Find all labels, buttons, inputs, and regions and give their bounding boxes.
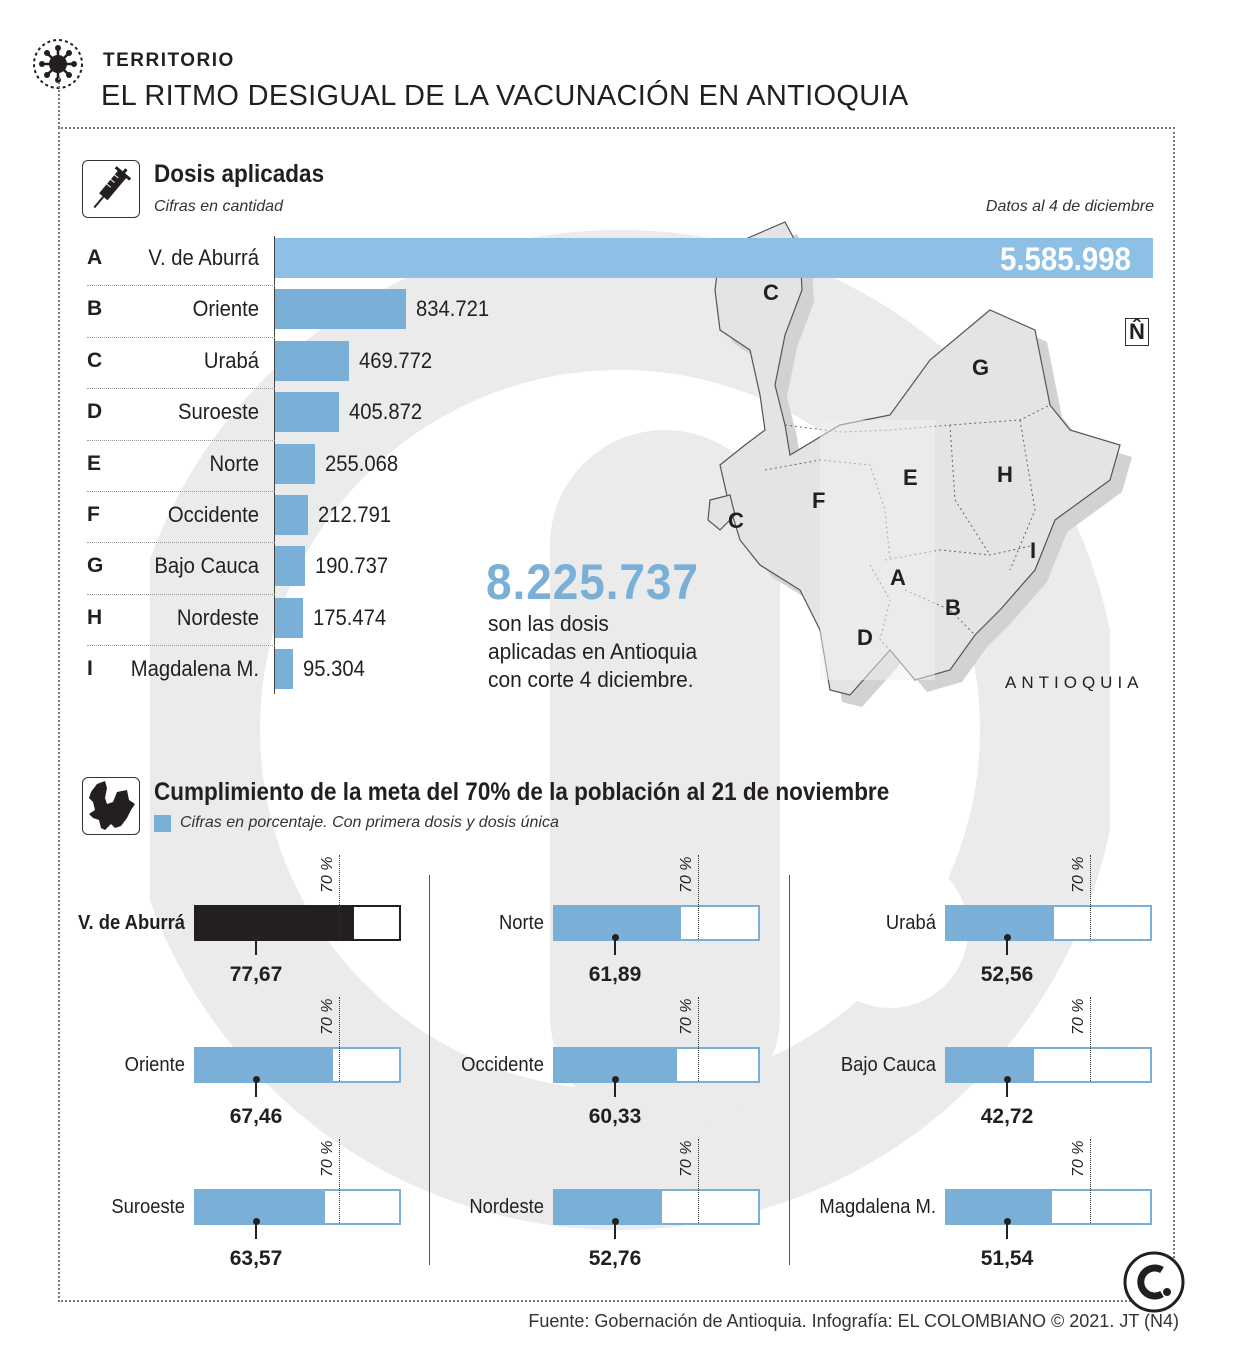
meta-progress-fill (947, 1191, 1052, 1223)
meta-progress-fill (947, 1049, 1034, 1081)
meta-progress-bar (553, 1189, 760, 1225)
region-name: Oriente (192, 296, 259, 322)
region-letter: G (87, 554, 104, 578)
meta-value: 52,76 (588, 1247, 642, 1270)
region-letter: E (87, 451, 102, 475)
meta-value: 63,57 (229, 1247, 283, 1270)
source-credit: Fuente: Gobernación de Antioquia. Infografía: EL COLOMBIANO © 2021. JT (N4) (528, 1311, 1179, 1331)
region-name: Occidente (167, 502, 259, 527)
meta-progress-fill (555, 1191, 662, 1223)
antioquia-map (690, 210, 1160, 720)
row-separator (87, 491, 275, 492)
row-separator (87, 388, 275, 389)
threshold-line (1090, 997, 1091, 1081)
threshold-line (698, 855, 699, 939)
map-highlight-band (820, 420, 935, 680)
region-name: Suroeste (177, 399, 259, 425)
dose-bar (275, 649, 293, 689)
meta-region-label: Suroeste (111, 1196, 185, 1218)
column-divider-2 (789, 875, 790, 1265)
region-letter: H (87, 605, 103, 629)
total-text-line-2: aplicadas en Antioquia (488, 639, 698, 664)
threshold-label: 70 % (677, 1140, 695, 1177)
threshold-label: 70 % (318, 856, 336, 893)
meta-progress-fill (947, 907, 1054, 939)
threshold-line (339, 997, 340, 1081)
dose-value: 190.737 (314, 553, 389, 579)
meta-title: Cumplimiento de la meta del 70% de la población al 21 de noviembre (154, 778, 890, 806)
meta-region-label: Occidente (461, 1054, 544, 1076)
meta-subtitle: Cifras en porcentaje. Con primera dosis y dosis única (180, 814, 559, 831)
dose-value: 212.791 (318, 502, 392, 527)
value-pin (1006, 1223, 1008, 1239)
map-label-e: E (903, 465, 918, 490)
meta-value: 51,54 (980, 1247, 1034, 1270)
meta-progress-bar (945, 1189, 1152, 1225)
dosis-subtitle: Cifras en cantidad (154, 198, 283, 215)
row-separator (87, 337, 275, 338)
threshold-label: 70 % (1069, 1140, 1087, 1177)
meta-progress-bar (194, 905, 401, 941)
value-pin (614, 1223, 616, 1239)
map-label-d: D (857, 625, 873, 650)
region-name: V. de Aburrá (148, 245, 259, 270)
total-text-line-1: son las dosis (488, 611, 609, 636)
meta-value: 52,56 (980, 963, 1034, 986)
region-letter: D (87, 400, 103, 424)
threshold-label: 70 % (1069, 998, 1087, 1035)
meta-region-label: Magdalena M. (819, 1196, 936, 1218)
map-label-i: I (1030, 538, 1037, 563)
dose-value: 405.872 (348, 399, 422, 425)
map-label-a: A (890, 565, 906, 590)
meta-progress-bar (553, 905, 760, 941)
value-pin (614, 1081, 616, 1097)
dosis-title: Dosis aplicadas (154, 160, 325, 188)
total-doses-text (488, 610, 697, 694)
threshold-line (698, 997, 699, 1081)
region-name: Norte (209, 450, 259, 476)
dose-bar (275, 598, 303, 638)
row-separator (87, 542, 275, 543)
threshold-line (1090, 855, 1091, 939)
meta-value: 60,33 (588, 1105, 642, 1128)
region-name: Bajo Cauca (154, 553, 259, 579)
threshold-line (1090, 1139, 1091, 1223)
meta-progress-fill (196, 1049, 333, 1081)
meta-progress-bar (194, 1189, 401, 1225)
meta-progress-bar (194, 1047, 401, 1083)
meta-value: 42,72 (980, 1105, 1034, 1128)
dose-bar (275, 495, 308, 535)
meta-region-label: Oriente (124, 1054, 185, 1076)
dose-bar (275, 392, 339, 432)
dose-value: 834.721 (416, 296, 490, 322)
meta-region-label: V. de Aburrá (77, 912, 185, 934)
map-label-f: F (812, 488, 826, 513)
region-letter: I (87, 657, 93, 681)
dose-value: 469.772 (358, 347, 432, 373)
value-pin (1006, 1081, 1008, 1097)
map-label-g: G (972, 355, 990, 380)
meta-legend-swatch (154, 815, 171, 832)
threshold-label: 70 % (1069, 856, 1087, 893)
page-title: EL RITMO DESIGUAL DE LA VACUNACIÓN EN ANTIOQUIA (101, 80, 909, 112)
map-label-h: H (997, 462, 1013, 487)
el-colombiano-logo (1122, 1250, 1186, 1314)
meta-progress-bar (945, 1047, 1152, 1083)
threshold-label: 70 % (677, 856, 695, 893)
meta-value: 61,89 (588, 963, 642, 986)
dose-value: 95.304 (303, 656, 365, 682)
total-doses-value: 8.225.737 (486, 554, 699, 610)
dose-bar (275, 546, 305, 586)
value-pin (255, 939, 257, 955)
threshold-line (339, 855, 340, 939)
meta-region-label: Norte (499, 912, 544, 934)
dose-value: 5.585.998 (1000, 241, 1131, 277)
region-name: Nordeste (176, 604, 259, 630)
map-label-c-south: C (728, 508, 744, 533)
dose-bar (275, 289, 406, 329)
threshold-label: 70 % (677, 998, 695, 1035)
meta-progress-fill (196, 1191, 325, 1223)
frame-connector (58, 78, 60, 128)
threshold-label: 70 % (318, 998, 336, 1035)
row-separator (87, 645, 275, 646)
syringe-icon (82, 160, 140, 218)
dose-value: 175.474 (312, 604, 386, 630)
map-label-b: B (945, 595, 961, 620)
region-letter: A (87, 246, 103, 269)
antioquia-map-icon (82, 777, 140, 835)
total-text-line-3: con corte 4 diciembre. (488, 667, 694, 692)
value-pin (255, 1081, 257, 1097)
meta-progress-fill (196, 907, 354, 939)
meta-region-label: Nordeste (469, 1196, 544, 1218)
dose-bar (275, 341, 349, 381)
dose-bar (275, 444, 315, 484)
meta-progress-bar (553, 1047, 760, 1083)
value-pin (614, 939, 616, 955)
north-arrow-icon: N̂ (1125, 318, 1149, 346)
region-name: Magdalena M. (130, 656, 259, 682)
value-pin (1006, 939, 1008, 955)
region-letter: C (87, 348, 103, 372)
meta-value: 67,46 (229, 1105, 283, 1128)
date-note: Datos al 4 de diciembre (985, 198, 1154, 215)
meta-region-label: Urabá (885, 912, 936, 934)
meta-region-label: Bajo Cauca (840, 1054, 936, 1076)
map-caption: ANTIOQUIA (1005, 673, 1144, 692)
row-separator (87, 285, 275, 286)
region-letter: B (87, 297, 103, 321)
row-separator (87, 594, 275, 595)
region-name: Urabá (203, 347, 259, 373)
meta-value: 77,67 (229, 963, 283, 986)
map-label-c-north: C (763, 280, 779, 305)
threshold-line (698, 1139, 699, 1223)
threshold-label: 70 % (318, 1140, 336, 1177)
value-pin (255, 1223, 257, 1239)
threshold-line (339, 1139, 340, 1223)
row-separator (87, 440, 275, 441)
dose-value: 255.068 (325, 450, 399, 476)
section-kicker: TERRITORIO (103, 50, 235, 71)
region-letter: F (87, 503, 100, 526)
meta-progress-bar (945, 905, 1152, 941)
